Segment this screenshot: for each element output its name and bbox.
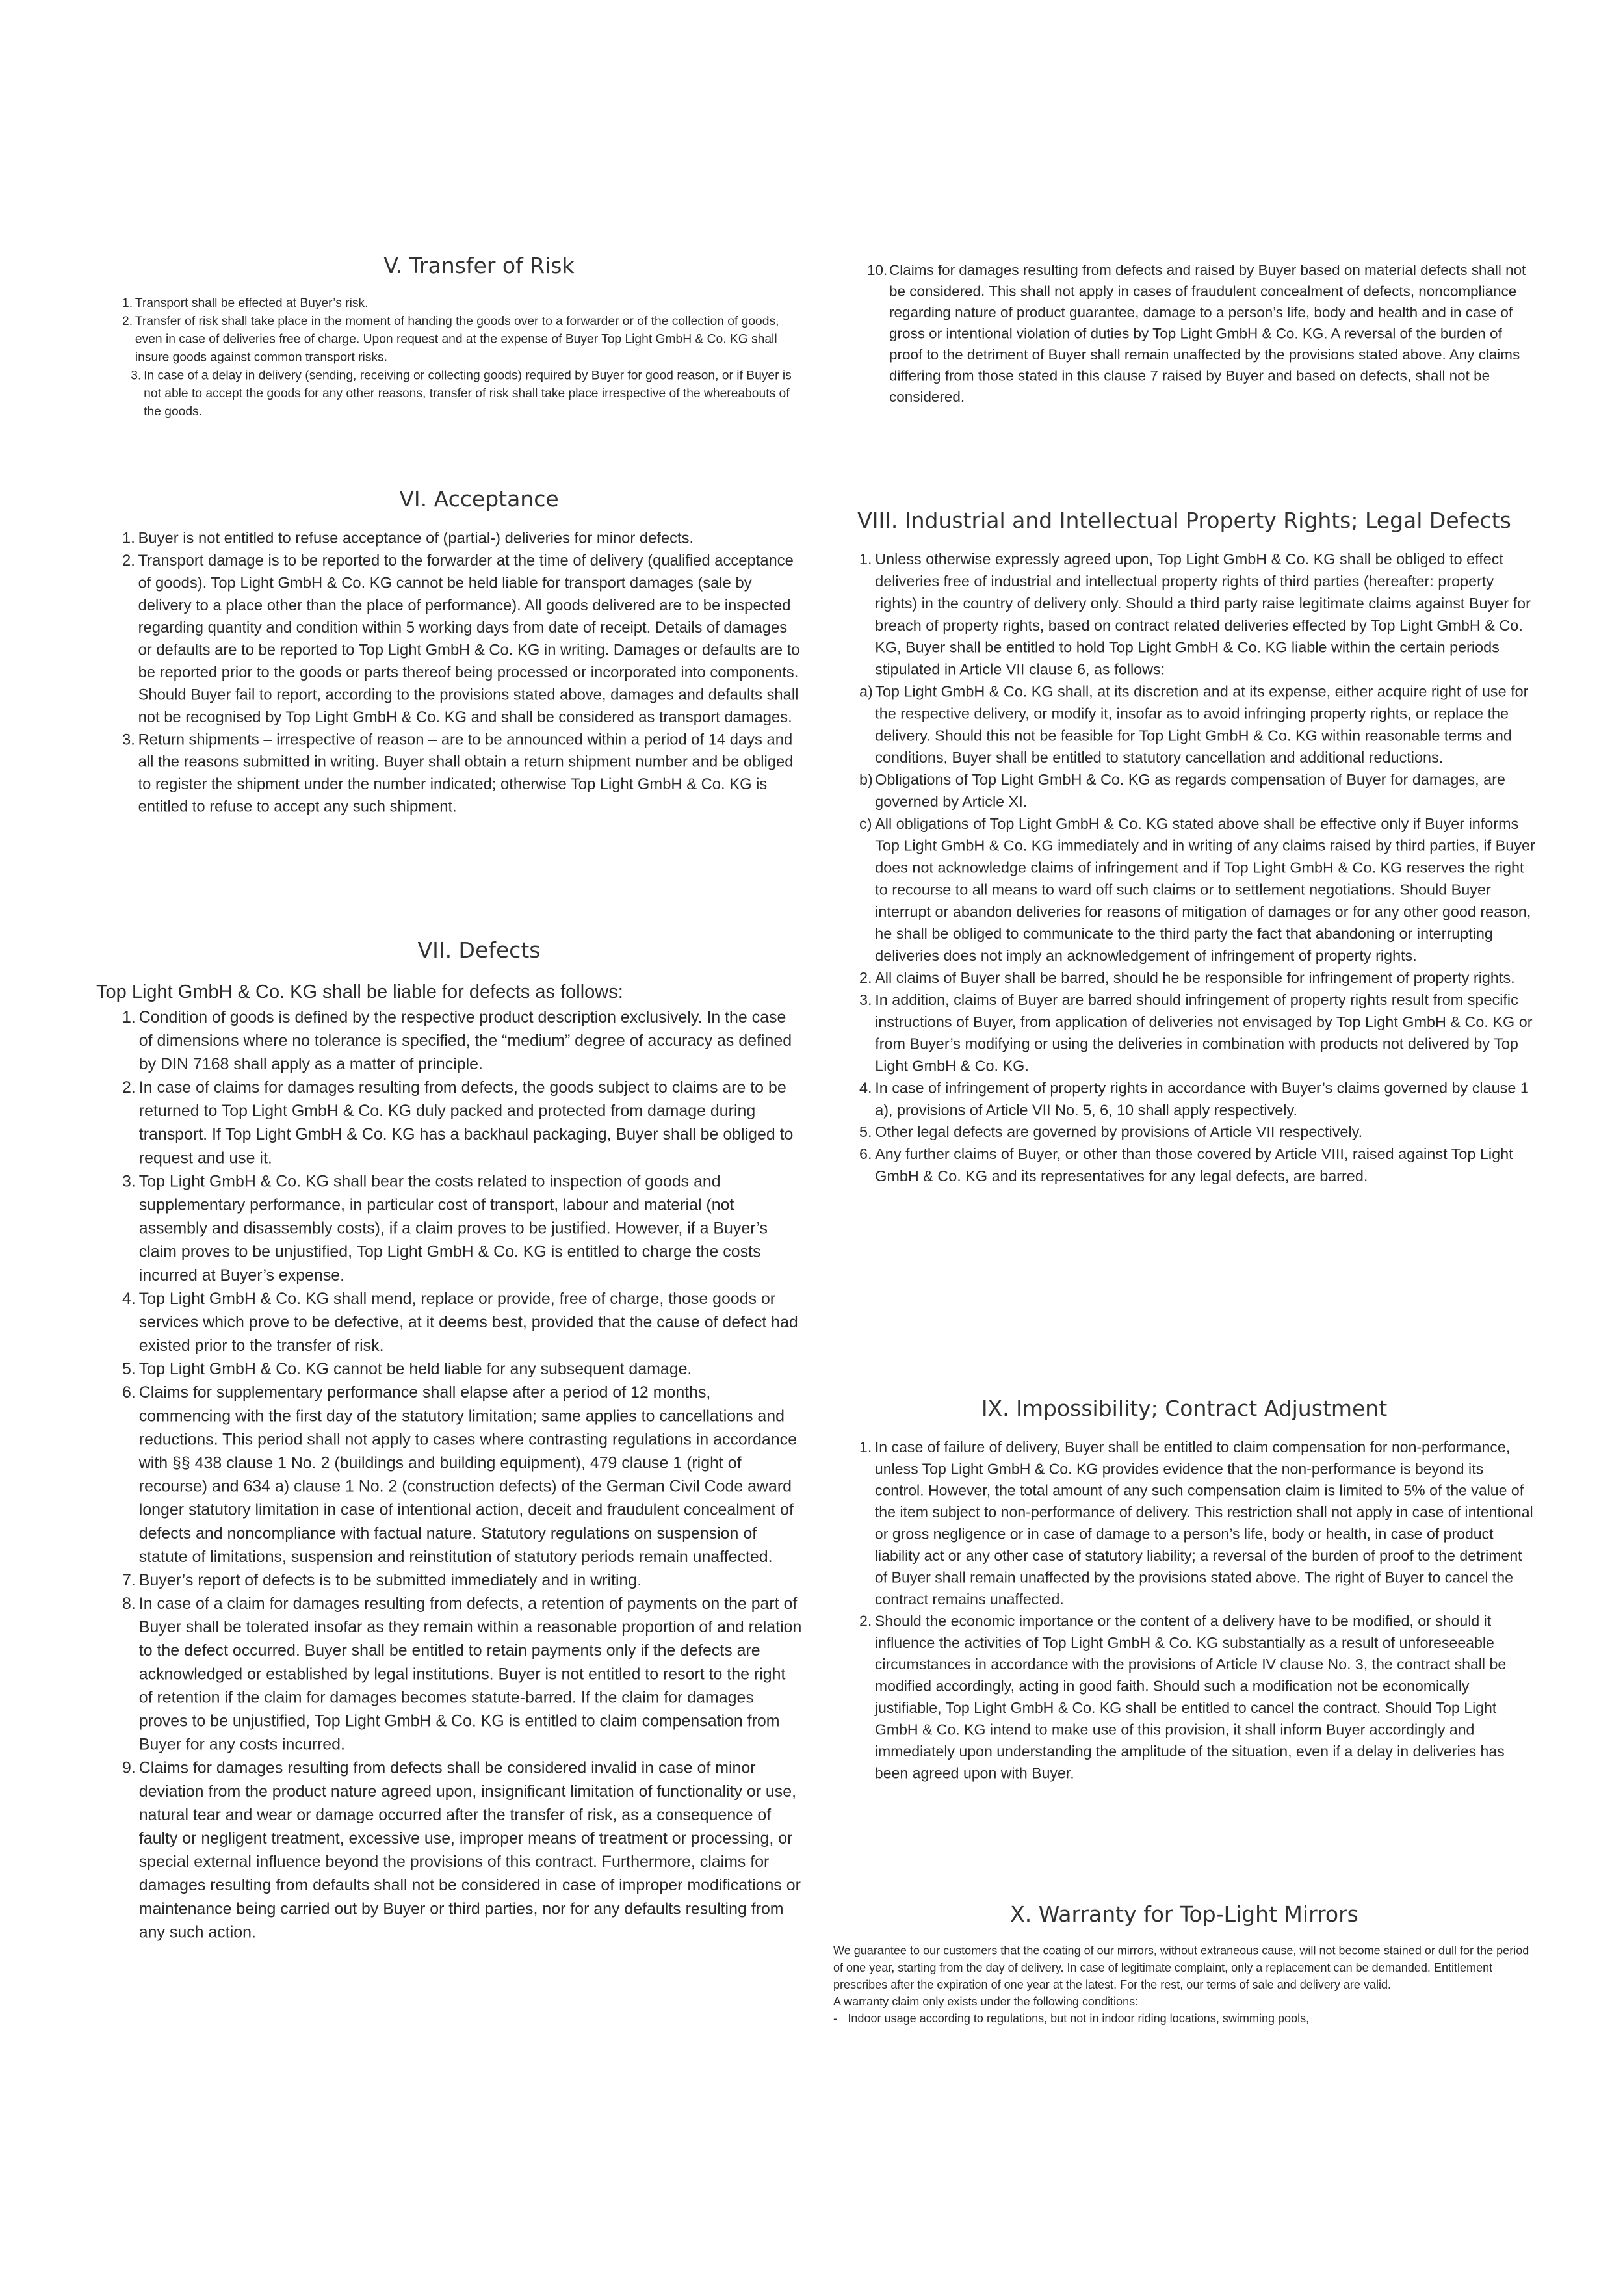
list-item: 2. All claims of Buyer shall be barred, should he be responsible for infringement of property rights. bbox=[859, 969, 1515, 987]
list-item: 10. Claims for damages resulting from defects and raised by Buyer based on material defects shall not be considered. This shall not apply in cases of fraudulent concealment of defects, noncompliance regarding nature of product guarantee, damage to a person’s life, body and health and in case of gross or intentional violation of duties by Top Light GmbH & Co. KG. A reversal of the burden of proof to the detriment of Buyer shall remain unaffected by the provisions stated above. Any claims differing from those stated in this clause 7 raised by Buyer and based on defects, shall not be considered. bbox=[867, 262, 1526, 406]
section-title-acceptance: VI. Acceptance bbox=[399, 486, 559, 512]
list-item: 2. In case of claims for damages resulting from defects, the goods subject to claims are to be returned to Top Light GmbH & Co. KG duly packed and protected from damage during transport. If Top Light GmbH & Co. KG has a backhaul packaging, Buyer shall be obliged to request and use it. bbox=[122, 1078, 794, 1168]
section-title-property-rights: VIII. Industrial and Intellectual Property Rights; Legal Defects bbox=[857, 508, 1511, 533]
section-title-warranty: X. Warranty for Top-Light Mirrors bbox=[1010, 1901, 1358, 1927]
list-item: 1. Unless otherwise expressly agreed upon, Top Light GmbH & Co. KG shall be obliged to effect deliveries free of industrial and intellectual property rights of third parties (hereafter: property rights) in the country of delivery only. Should a third party raise legitimate claims against Buyer for breach of property rights, based on contract related deliveries effected by Top Light GmbH & Co. KG, Buyer shall be entitled to hold Top Light GmbH & Co. KG liable within the certain periods stipulated in Article VII clause 6, as follows: bbox=[859, 551, 1531, 679]
list-item: 3. Top Light GmbH & Co. KG shall bear the costs related to inspection of goods and supplementary performance, in particular cost of transport, labour and material (not assembly and disassembly costs), if a claim proves to be justified. However, if a Buyer’s claim proves to be unjustified, Top Light GmbH & Co. KG is entitled to charge the costs incurred at Buyer’s expense. bbox=[122, 1172, 768, 1285]
list-item: 3. Return shipments – irrespective of reason – are to be announced within a period of 14 days and all the reasons submitted in writing. Buyer shall obtain a return shipment number and be obliged to register the shipment under the number indicated; otherwise Top Light GmbH & Co. KG is entitled to refuse to accept any such shipment. bbox=[122, 731, 794, 816]
list-item: b) Obligations of Top Light GmbH & Co. KG as regards compensation of Buyer for damages, are governed by Article XI. bbox=[859, 771, 1505, 811]
list-item: 8. In case of a claim for damages resulting from defects, a retention of payments on the part of Buyer shall be tolerated insofar as they remain within a reasonable proportion of and relation to the defect occurred. Buyer shall be entitled to retain payments only if the defects are acknowledged or established by legal institutions. Buyer is not entitled to resort to the right of retention if the claim for damages becomes statute-barred. If the claim for damages proves to be unjustified, Top Light GmbH & Co. KG is entitled to claim compensation from Buyer for any costs incurred. bbox=[122, 1595, 802, 1754]
impossibility-list bbox=[859, 1437, 1535, 1784]
list-item: 2. Should the economic importance or the content of a delivery have to be modified, or should it influence the activities of Top Light GmbH & Co. KG substantially as a result of unforeseeable circumstances in accordance with the provisions of Article IV clause No. 3, the contract shall be modified accordingly, acting in good faith. Should such a modification not be economically justifiable, Top Light GmbH & Co. KG shall be entitled to cancel the contract. Should Top Light GmbH & Co. KG intend to make use of this provision, it shall inform Buyer accordingly and immediately upon understanding the amplitude of the situation, even if a delay in deliveries has been agreed upon with Buyer. bbox=[859, 1613, 1507, 1782]
warranty-text bbox=[833, 1942, 1535, 2028]
list-item: 4. Top Light GmbH & Co. KG shall mend, replace or provide, free of charge, those goods or services which prove to be defective, at it deems best, provided that the cause of defect had existed prior to the transfer of risk. bbox=[122, 1290, 798, 1355]
warranty-conditions-intro: A warranty claim only exists under the following conditions: bbox=[833, 1995, 1139, 2009]
list-item: 4. In case of infringement of property rights in accordance with Buyer’s claims governed by clause 1 a), provisions of Article VII No. 5, 6, 10 shall apply respectively. bbox=[859, 1080, 1529, 1119]
list-item: a) Top Light GmbH & Co. KG shall, at its discretion and at its expense, either acquire right of use for the respective delivery, or modify it, insofar as to avoid infringing property rights, or replace the delivery. Should this not be feasible for Top Light GmbH & Co. KG within reasonable terms and conditions, Buyer shall be entitled to statutory cancellation and additional reductions. bbox=[859, 683, 1529, 766]
section-title-impossibility: IX. Impossibility; Contract Adjustment bbox=[981, 1396, 1388, 1421]
list-item: 1. In case of failure of delivery, Buyer shall be entitled to claim compensation for non-performance, unless Top Light GmbH & Co. KG provides evidence that the non-performance is beyond its control. However, the total amount of any such compensation claim is limited to 5% of the value of the item subject to non-performance of delivery. This restriction shall not apply in case of intentional or gross negligence or in case of damage to a person’s life, body or health, in case of product liability act or any other case of statutory liability; a reversal of the burden of proof to the detriment of Buyer shall remain unaffected by the provisions stated above. The right of Buyer to cancel the contract remains unaffected. bbox=[859, 1439, 1533, 1608]
list-item: 1. Transport shall be effected at Buyer’s risk. bbox=[122, 296, 369, 310]
section-title-transfer-of-risk: V. Transfer of Risk bbox=[383, 253, 575, 278]
list-item: 3. In addition, claims of Buyer are barred should infringement of property rights result from specific instructions of Buyer, from application of deliveries not envisaged by Top Light GmbH & Co. KG or from Buyer’s modifying or using the deliveries in combination with products not delivered by Top Light GmbH & Co. KG. bbox=[859, 991, 1533, 1075]
list-item: - Indoor usage according to regulations, but not in indoor riding locations, swimming pools, bbox=[833, 2012, 1310, 2026]
left-column bbox=[96, 252, 803, 2043]
list-item: 1. Buyer is not entitled to refuse acceptance of (partial-) deliveries for minor defects. bbox=[122, 530, 694, 547]
transfer-of-risk-list bbox=[122, 294, 803, 421]
list-item: 2. Transport damage is to be reported to the forwarder at the time of delivery (qualified acceptance of goods). Top Light GmbH & Co. KG cannot be held liable for transport damages (sale by delivery to a place other than the place of performance). All goods delivered are to be inspected regarding quantity and condition within 5 working days from date of receipt. Details of damages or defaults are to be reported to Top Light GmbH & Co. KG in writing. Damages or defaults are to be reported prior to the goods or parts thereof being processed or incorporated into components. Should Buyer fail to report, according to the provisions stated above, damages and defaults shall not be recognised by Top Light GmbH & Co. KG and shall be considered as transport damages. bbox=[122, 552, 800, 726]
list-item: 6. Claims for supplementary performance shall elapse after a period of 12 months, commencing with the first day of the statutory limitation; same applies to cancellations and reductions. This period shall not apply to cases where contrasting regulations in accordance with §§ 438 clause 1 No. 2 (buildings and building equipment), 479 clause 1 (right of recourse) and 634 a) clause 1 No. 2 (construction defects) of the German Civil Code award longer statutory limitation in case of intentional action, deceit and fraudulent concealment of defects and noncompliance with factual nature. Statutory regulations on suspension of statute of limitations, suspension and reinstitution of statutory periods remain unaffected. bbox=[122, 1383, 797, 1566]
right-column bbox=[833, 260, 1535, 2079]
defects-list-continued bbox=[867, 260, 1535, 408]
list-item: c) All obligations of Top Light GmbH & Co. KG stated above shall be effective only if Buyer informs Top Light GmbH & Co. KG immediately and in writing of any claims raised by third parties, if Buyer does not acknowledge claims of infringement and if Top Light GmbH & Co. KG reserves the right to recourse to all means to ward off such claims or to settlement negotiations. Should Buyer interrupt or abandon deliveries for reasons of mitigation of damages or for any other good reason, he shall be obliged to communicate to the third party the fact that abandoning or interrupting deliveries does not imply an acknowledgement of infringement of property rights. bbox=[859, 815, 1535, 965]
list-item: 3. In case of a delay in delivery (sending, receiving or collecting goods) required by Buyer for good reason, or if Buyer is not able to accept the goods for any other reasons, transfer of risk shall take place irrespective of the whereabouts of the goods. bbox=[131, 368, 792, 419]
list-item: 6. Any further claims of Buyer, or other than those covered by Article VIII, raised against Top Light GmbH & Co. KG and its representatives for any legal defects, are barred. bbox=[859, 1145, 1513, 1185]
list-item: 7. Buyer’s report of defects is to be submitted immediately and in writing. bbox=[122, 1571, 642, 1589]
acceptance-list bbox=[122, 527, 803, 818]
property-rights-list bbox=[859, 549, 1535, 1188]
warranty-paragraph: We guarantee to our customers that the coating of our mirrors, without extraneous cause, will not become stained or dull for the period of one year, starting from the day of delivery. In case of legitimate complaint, only a replacement can be demanded. Entitlement prescribes after the expiration of one year at the latest. For the rest, our terms of sale and delivery are valid. bbox=[833, 1944, 1529, 1992]
list-item: 2. Transfer of risk shall take place in the moment of handing the goods over to a forwarder or of the collection of goods, even in case of deliveries free of charge. Upon request and at the expense of Buyer Top Light GmbH & Co. KG shall insure goods against common transport risks. bbox=[122, 314, 779, 365]
section-title-defects: VII. Defects bbox=[417, 937, 541, 963]
list-item: 5. Top Light GmbH & Co. KG cannot be held liable for any subsequent damage. bbox=[122, 1360, 692, 1379]
list-item: 1. Condition of goods is defined by the respective product description exclusively. In the case of dimensions where no tolerance is specified, the “medium” degree of accuracy as defined by DIN 7168 shall apply as a matter of principle. bbox=[122, 1008, 792, 1073]
warranty-conditions-list bbox=[833, 2010, 1535, 2027]
list-item: 9. Claims for damages resulting from defects shall be considered invalid in case of minor deviation from the product nature agreed upon, insignificant limitation of functionality or use, natural tear and wear or damage occurred after the transfer of risk, as a consequence of faulty or negligent treatment, excessive use, improper means of treatment or processing, or special external influence beyond the provisions of this contract. Furthermore, claims for damages resulting from defaults shall not be considered in case of improper modifications or maintenance being carried out by Buyer or third parties, nor for any defaults resulting from any such action. bbox=[122, 1759, 801, 1942]
defects-intro: Top Light GmbH & Co. KG shall be liable for defects as follows: bbox=[96, 982, 623, 1002]
defects-list bbox=[122, 1006, 803, 1944]
list-item: 5. Other legal defects are governed by provisions of Article VII respectively. bbox=[859, 1124, 1363, 1141]
